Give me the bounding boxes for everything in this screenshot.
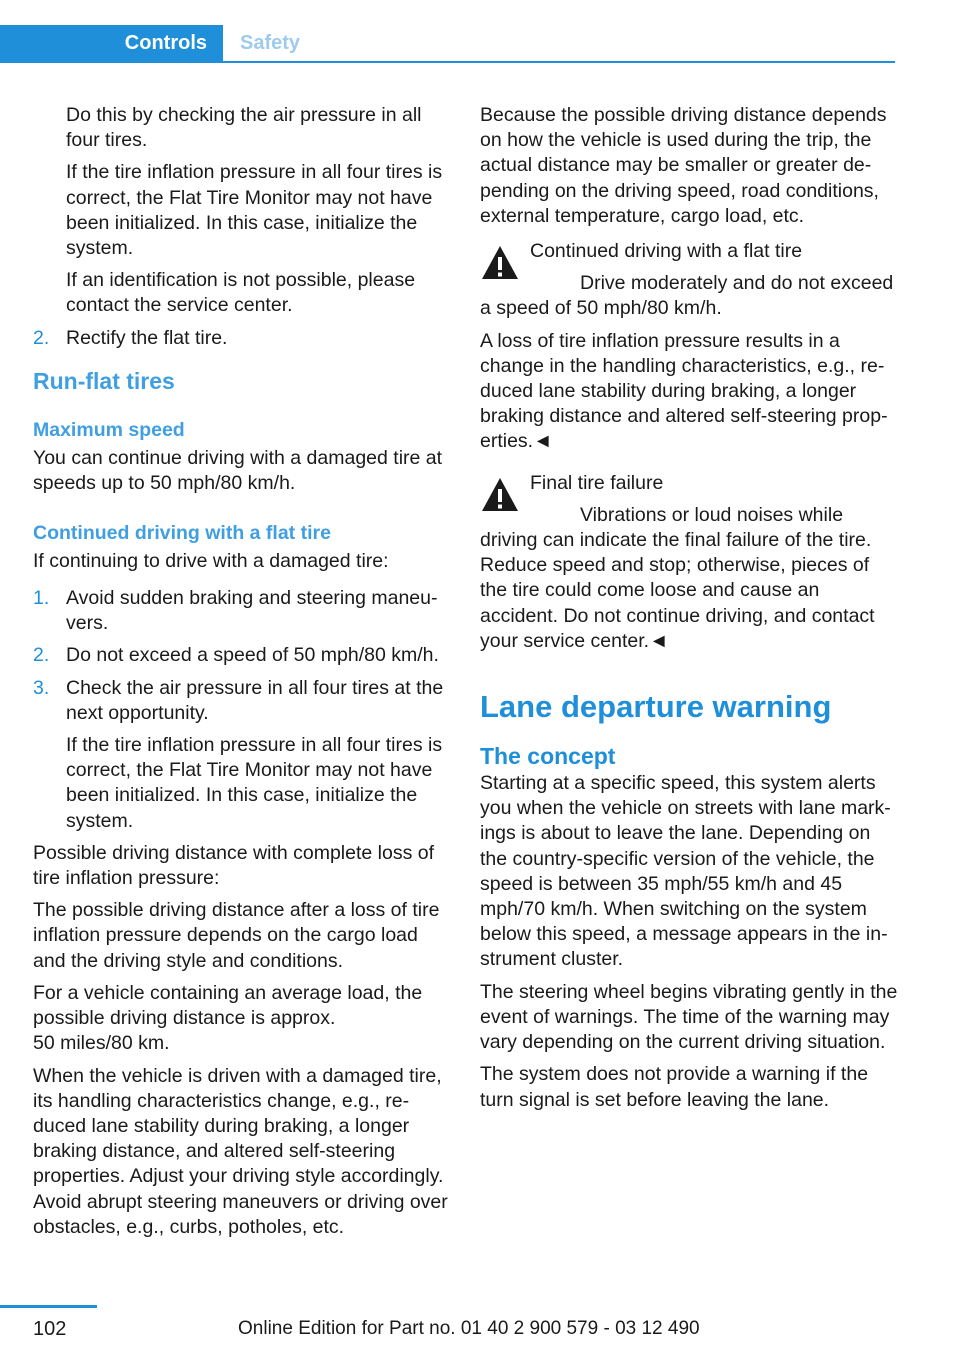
warning-text: Drive moderately and do not exceed a speed of 50 mph/80 km/h.: [480, 272, 894, 320]
paragraph-distance-depends: The possible driving distance after a loss of tire inflation pressure depends on the cargo load and the driving style and conditions.: [33, 899, 440, 972]
list-item: [33, 676, 451, 726]
paragraph-because: Because the possible driving distance depends on how the vehicle is used during the trip, the actual distance may be smaller or greater depending on the driving speed, road conditions, external temperature, cargo load, etc.: [480, 104, 887, 227]
footer-accent-line: [0, 1305, 97, 1308]
paragraph-steering-vibration: The steering wheel begins vibrating gently in the event of warnings. The time of the warning may vary depending on the current driving situation.: [480, 980, 898, 1054]
paragraph-average-load: [33, 981, 451, 1057]
heading-the-concept: The concept: [480, 743, 616, 770]
list-number: 2.: [33, 326, 50, 349]
paragraph-continuing: If continuing to drive with a damaged tire:: [33, 549, 389, 572]
list-number: 2.: [33, 644, 50, 667]
paragraph-loss-pressure: A loss of tire inflation pressure results in a change in the handling characteristics, e.g., reduced lane stability during braking, a longer braking distance and altered self-steering properties.◄: [480, 329, 888, 453]
list-text: Do not exceed a speed of 50 mph/80 km/h.: [66, 644, 439, 667]
list-text: Rectify the flat tire.: [66, 326, 228, 349]
warning-title: Final tire failure: [530, 471, 664, 494]
paragraph-max-speed: You can continue driving with a damaged tire at speeds up to 50 mph/80 km/h.: [33, 447, 443, 495]
paragraph-service-center: If an identification is not possible, please contact the service center.: [66, 269, 416, 317]
page-number: 102: [33, 1318, 67, 1340]
tab-controls[interactable]: Controls: [0, 25, 223, 61]
paragraph-check-pressure: Do this by checking the air pressure in all four tires.: [66, 104, 422, 152]
left-column: [33, 103, 451, 1247]
warning-text: Vibrations or loud noises while driving can indicate the final failure of the tire. Reduce speed and stop; otherwise, pieces of the tire could come loose and cause an accident. Do not continue driving, and contact your service center.◄: [480, 503, 875, 652]
average-load-distance: 50 miles/80 km.: [33, 1032, 170, 1055]
list-number: 1.: [33, 587, 50, 610]
list-number: 3.: [33, 676, 50, 699]
heading-maximum-speed: Maximum speed: [33, 419, 185, 442]
list-item: [33, 643, 451, 668]
paragraph-damaged-tire: When the vehicle is driven with a damaged tire, its handling characteristics change, e.g., reduced lane stability during braking, a longer braking distance, and altered self-steering properties. Adjust your driving style accordingly. Avoid abrupt steering maneuvers or driving over obstacles, e.g., curbs, potholes, etc.: [33, 1064, 448, 1238]
paragraph-initialize-2: If the tire inflation pressure in all four tires is correct, the Flat Tire Monitor may not have been initialized. In this case, initialize the system.: [66, 734, 443, 832]
heading-continued-driving: Continued driving with a flat tire: [33, 521, 331, 544]
tab-safety[interactable]: Safety: [240, 31, 301, 54]
list-text: Avoid sudden braking and steering maneuvers.: [66, 587, 438, 635]
paragraph-initialize: If the tire inflation pressure in all four tires is correct, the Flat Tire Monitor may not have been initialized. In this case, initialize the system.: [66, 161, 443, 260]
list-item: [33, 586, 451, 636]
warning-final-failure: [480, 471, 898, 654]
warning-flat-tire: [480, 239, 898, 322]
chapter-tab-bar: [0, 25, 895, 63]
warning-triangle-icon: [480, 243, 520, 283]
list-item: [33, 326, 451, 351]
heading-lane-departure: Lane departure warning: [480, 689, 832, 725]
paragraph-turn-signal: The system does not provide a warning if the turn signal is set before leaving the lane.: [480, 1063, 869, 1111]
paragraph-possible-distance: Possible driving distance with complete loss of tire inflation pressure:: [33, 841, 435, 890]
warning-title: Continued driving with a flat tire: [530, 240, 803, 263]
warning-triangle-icon: [480, 475, 520, 515]
footer-edition: Online Edition for Part no. 01 40 2 900 579 - 03 12 490: [238, 1318, 700, 1339]
list-text: Check the air pressure in all four tires at the next opportunity.: [66, 676, 444, 724]
paragraph-concept: Starting at a specific speed, this system alerts you when the vehicle on streets with lane markings is about to leave the lane. Depending on the country-specific version of the vehicle, the speed is between 35 mph/55 km/h and 45 mph/70 km/h. When switching on the system below this speed, a message appears in the instrument cluster.: [480, 772, 891, 971]
heading-run-flat-tires: Run-flat tires: [33, 367, 175, 394]
average-load-text: For a vehicle containing an average load, the possible driving distance is approx.: [33, 981, 423, 1030]
right-column: [480, 103, 898, 1120]
